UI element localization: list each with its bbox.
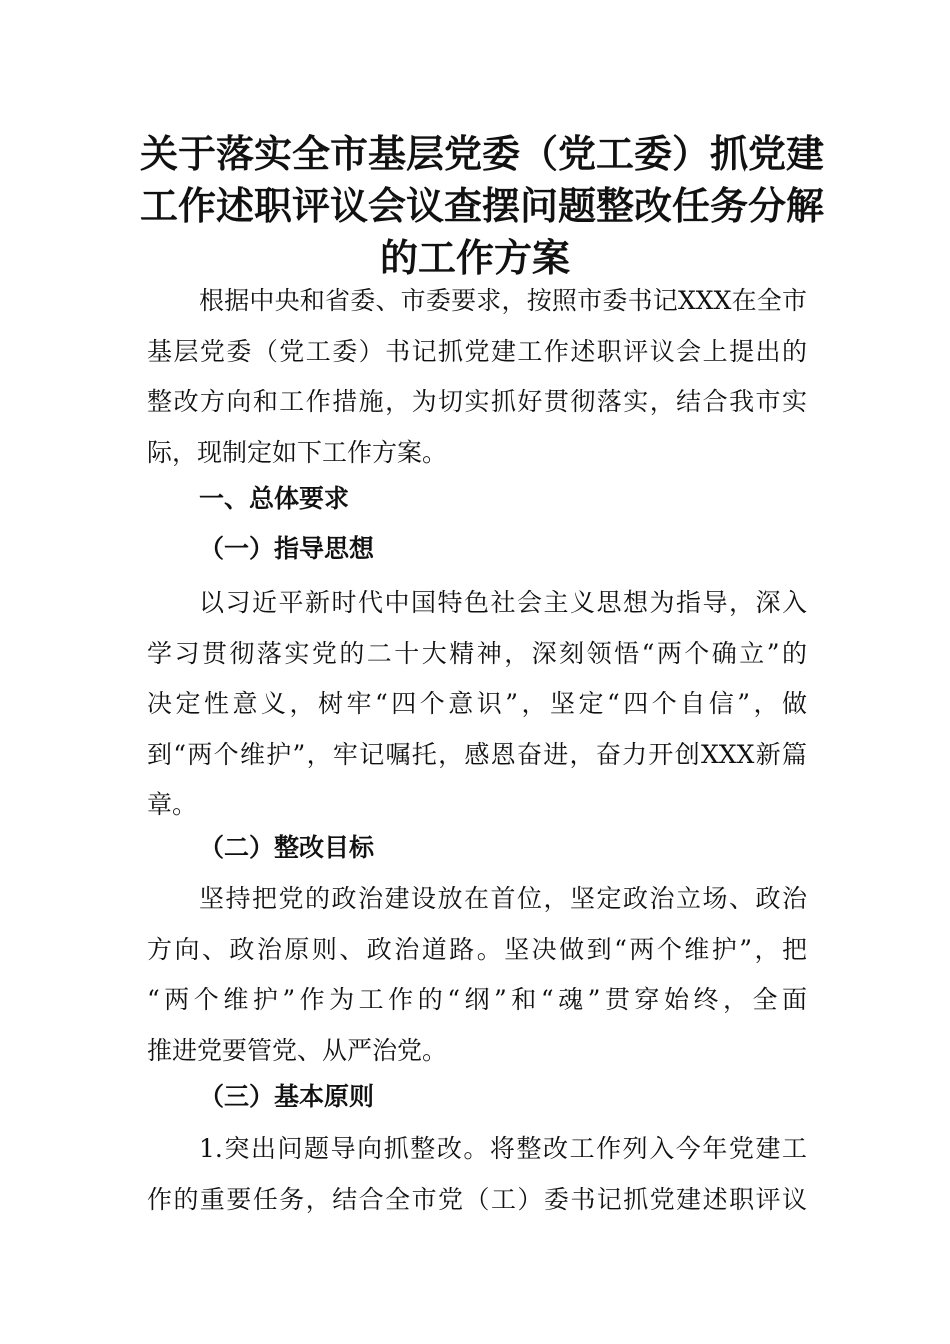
paragraph-line: 基层党委（党工委）书记抓党建工作述职评议会上提出的 [147,336,807,366]
paragraph-line: 1.突出问题导向抓整改。将整改工作列入今年党建工 [199,1134,807,1163]
paragraph-line: 坚持把党的政治建设放在首位，坚定政治立场、政治 [199,884,807,913]
paragraph-line: 方向、政治原则、政治道路。坚决做到“两个维护”，把 [147,934,807,964]
paragraph-line: 根据中央和省委、市委要求，按照市委书记XXX在全市 [199,286,807,315]
paragraph-line: 章。 [147,790,198,819]
paragraph-line: 决定性意义，树牢“四个意识”，坚定“四个自信”，做 [147,689,807,718]
section-heading-general-requirements: 一、总体要求 [199,484,350,513]
subsection-heading-guiding-ideology: （一）指导思想 [199,534,375,563]
intro-paragraph [147,276,807,478]
paragraph-line: 学习贯彻落实党的二十大精神，深刻领悟“两个确立”的 [147,638,807,668]
document-title [140,128,825,284]
paragraph-line: 整改方向和工作措施，为切实抓好贯彻落实，结合我市实 [147,387,807,416]
title-line: 关于落实全市基层党委（党工委）抓党建 [140,132,825,176]
paragraph-line: 以习近平新时代中国特色社会主义思想为指导，深入 [199,588,807,617]
paragraph-line: 际，现制定如下工作方案。 [147,437,448,467]
paragraph-line: “两个维护”作为工作的“纲”和“魂”贯穿始终，全面 [147,985,807,1014]
paragraph-line: 推进党要管党、从严治党。 [147,1035,448,1065]
title-line: 工作述职评议会议查摆问题整改任务分解 [140,184,825,228]
subsection-heading-basic-principles: （三）基本原则 [199,1082,375,1111]
paragraph-line: 到“两个维护”，牢记嘱托，感恩奋进，奋力开创XXX新篇 [147,739,807,769]
guiding-ideology-paragraph [147,578,807,831]
basic-principles-paragraph [147,1124,807,1225]
rectification-goals-paragraph [147,874,807,1076]
title-line: 的工作方案 [379,236,570,280]
paragraph-line: 作的重要任务，结合全市党（工）委书记抓党建述职评议 [147,1184,807,1214]
subsection-heading-rectification-goals: （二）整改目标 [199,833,375,862]
